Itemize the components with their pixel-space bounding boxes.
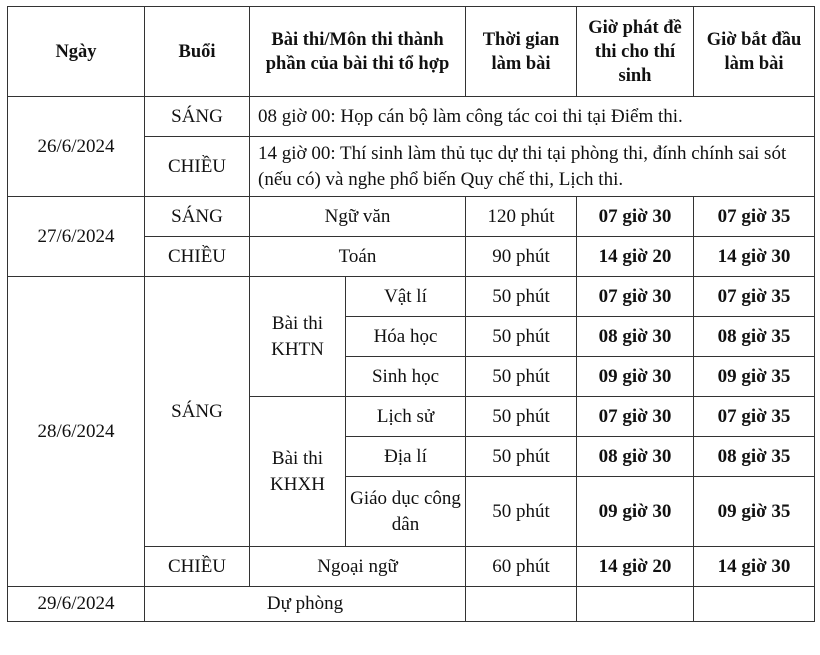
date-cell: 29/6/2024 [8,587,145,622]
distribute-time-cell: 09 giờ 30 [577,477,694,547]
header-distribute-time: Giờ phát đề thi cho thí sinh [577,7,694,97]
table-row [8,277,815,317]
duration-cell: 50 phút [466,277,577,317]
subject-cell: Giáo dục công dân [346,477,466,547]
date-cell: 27/6/2024 [8,197,145,277]
duration-cell: 60 phút [466,547,577,587]
start-time-cell: 08 giờ 35 [694,437,815,477]
subject-cell: Sinh học [346,357,466,397]
subject-cell: Địa lí [346,437,466,477]
duration-cell: 90 phút [466,237,577,277]
subject-cell: Hóa học [346,317,466,357]
subject-cell: Lịch sử [346,397,466,437]
group-cell: Bài thi KHTN [250,277,346,397]
duration-cell: 50 phút [466,317,577,357]
exam-schedule-table [7,6,815,622]
session-cell: CHIỀU [145,137,250,197]
start-time-cell: 08 giờ 35 [694,317,815,357]
distribute-time-cell: 07 giờ 30 [577,397,694,437]
duration-cell: 50 phút [466,357,577,397]
subject-cell: Ngoại ngữ [250,547,466,587]
start-time-cell: 07 giờ 35 [694,197,815,237]
start-time-cell: 09 giờ 35 [694,477,815,547]
distribute-time-cell: 08 giờ 30 [577,437,694,477]
header-start-time: Giờ bắt đầu làm bài [694,7,815,97]
note-cell: 08 giờ 00: Họp cán bộ làm công tác coi thi tại Điểm thi. [250,97,815,137]
start-time-cell: 09 giờ 35 [694,357,815,397]
distribute-time-cell: 08 giờ 30 [577,317,694,357]
distribute-time-cell: 14 giờ 20 [577,237,694,277]
group-cell: Bài thi KHXH [250,397,346,547]
header-session: Buổi [145,7,250,97]
session-cell: SÁNG [145,97,250,137]
subject-cell: Toán [250,237,466,277]
start-time-cell: 14 giờ 30 [694,237,815,277]
duration-cell: 50 phút [466,437,577,477]
header-subject: Bài thi/Môn thi thành phần của bài thi tổ hợp [250,7,466,97]
table-row [8,97,815,137]
header-date: Ngày [8,7,145,97]
header-duration: Thời gian làm bài [466,7,577,97]
duration-cell: 50 phút [466,397,577,437]
start-time-cell [694,587,815,622]
table-row [8,587,815,622]
distribute-time-cell: 09 giờ 30 [577,357,694,397]
session-cell: CHIỀU [145,547,250,587]
duration-cell: 50 phút [466,477,577,547]
note-cell: 14 giờ 00: Thí sinh làm thủ tục dự thi tại phòng thi, đính chính sai sót (nếu có) và nghe phổ biến Quy chế thi, Lịch thi. [250,137,815,197]
distribute-time-cell: 07 giờ 30 [577,277,694,317]
date-cell: 26/6/2024 [8,97,145,197]
date-cell: 28/6/2024 [8,277,145,587]
distribute-time-cell [577,587,694,622]
duration-cell [466,587,577,622]
session-cell: SÁNG [145,197,250,237]
session-cell: SÁNG [145,277,250,547]
start-time-cell: 14 giờ 30 [694,547,815,587]
start-time-cell: 07 giờ 35 [694,277,815,317]
table-row [8,197,815,237]
subject-cell: Dự phòng [145,587,466,622]
subject-cell: Vật lí [346,277,466,317]
start-time-cell: 07 giờ 35 [694,397,815,437]
duration-cell: 120 phút [466,197,577,237]
header-row [8,7,815,97]
distribute-time-cell: 14 giờ 20 [577,547,694,587]
subject-cell: Ngữ văn [250,197,466,237]
distribute-time-cell: 07 giờ 30 [577,197,694,237]
session-cell: CHIỀU [145,237,250,277]
